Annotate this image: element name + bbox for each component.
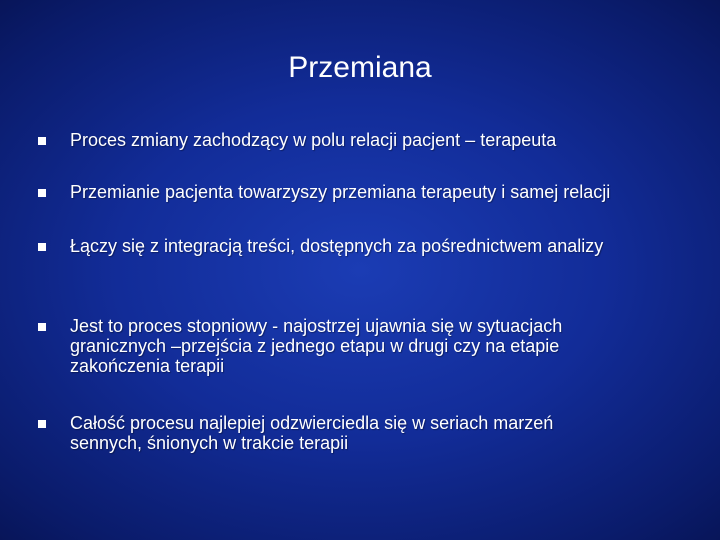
bullet-item-5	[38, 413, 698, 453]
bullet-text: Łączy się z integracją treści, dostępnych za pośrednictwem analizy	[70, 236, 604, 256]
square-bullet-icon	[38, 323, 46, 331]
slide-title: Przemiana	[288, 51, 432, 84]
bullet-item-2	[38, 182, 698, 202]
square-bullet-icon	[38, 420, 46, 428]
bullet-item-4	[38, 316, 698, 376]
bullet-item-3	[38, 236, 698, 256]
bullet-text: Jest to proces stopniowy - najostrzej ujawnia się w sytuacjach granicznych –przejścia z jednego etapu w drugi czy na etapie zakończenia terapii	[70, 316, 563, 376]
square-bullet-icon	[38, 189, 46, 197]
bullet-text: Proces zmiany zachodzący w polu relacji pacjent – terapeuta	[70, 130, 557, 150]
square-bullet-icon	[38, 243, 46, 251]
bullet-text: Przemianie pacjenta towarzyszy przemiana terapeuty i samej relacji	[70, 182, 611, 202]
bullet-item-1	[38, 130, 698, 150]
square-bullet-icon	[38, 137, 46, 145]
bullet-text: Całość procesu najlepiej odzwierciedla się w seriach marzeń sennych, śnionych w trakcie terapii	[70, 413, 554, 453]
